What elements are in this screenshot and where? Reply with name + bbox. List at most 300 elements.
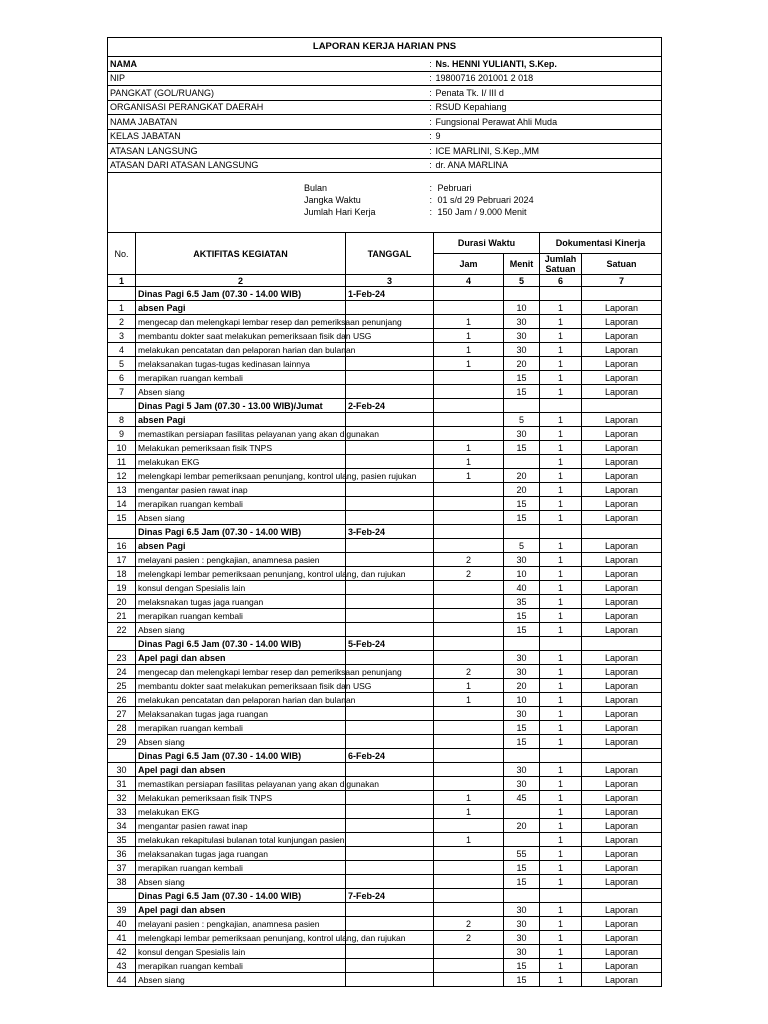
hours-cell — [434, 385, 504, 399]
date-cell — [346, 413, 434, 427]
minutes-cell: 30 — [504, 945, 540, 959]
hours-cell — [434, 819, 504, 833]
activity-row — [108, 777, 662, 791]
column-number-row — [108, 275, 662, 287]
info-value: 19800716 201001 2 018 — [434, 71, 662, 86]
activity-row — [108, 329, 662, 343]
hours-cell — [434, 525, 504, 539]
header-hours: Jam — [434, 254, 504, 275]
unit-cell: Laporan — [582, 315, 662, 329]
qty-cell: 1 — [540, 735, 582, 749]
activity-row — [108, 721, 662, 735]
date-cell: 1-Feb-24 — [346, 287, 434, 301]
no-cell: 9 — [108, 427, 136, 441]
unit-cell — [582, 287, 662, 301]
no-cell: 41 — [108, 931, 136, 945]
unit-cell: Laporan — [582, 861, 662, 875]
activity-cell: Absen siang — [136, 973, 346, 987]
period-value: Pebruari — [437, 183, 472, 193]
minutes-cell: 10 — [504, 567, 540, 581]
activity-cell: melakukan EKG — [136, 455, 346, 469]
activity-cell: Absen siang — [136, 511, 346, 525]
hours-cell: 1 — [434, 679, 504, 693]
minutes-cell: 30 — [504, 777, 540, 791]
activity-cell: melengkapi lembar pemeriksaan penunjang, kontrol ulang, dan rujukan — [136, 931, 346, 945]
no-cell: 23 — [108, 651, 136, 665]
unit-cell — [582, 637, 662, 651]
period-label: Bulan — [304, 183, 328, 193]
header-activity: AKTIFITAS KEGIATAN — [136, 233, 346, 275]
report-body — [108, 38, 662, 987]
hours-cell — [434, 413, 504, 427]
period-value: 150 Jam / 9.000 Menit — [437, 207, 527, 217]
title-row — [108, 38, 662, 57]
no-cell — [108, 525, 136, 539]
hours-cell — [434, 721, 504, 735]
day-header-row — [108, 287, 662, 301]
minutes-cell: 15 — [504, 721, 540, 735]
info-row — [108, 71, 662, 86]
hours-cell: 1 — [434, 455, 504, 469]
unit-cell: Laporan — [582, 609, 662, 623]
activity-cell: konsul dengan Spesialis lain — [136, 581, 346, 595]
minutes-cell: 15 — [504, 875, 540, 889]
hours-cell: 2 — [434, 917, 504, 931]
activity-row — [108, 511, 662, 525]
info-row — [108, 100, 662, 115]
header-minutes: Menit — [504, 254, 540, 275]
unit-cell: Laporan — [582, 441, 662, 455]
no-cell: 30 — [108, 763, 136, 777]
date-cell — [346, 385, 434, 399]
minutes-cell: 35 — [504, 595, 540, 609]
activity-row — [108, 735, 662, 749]
unit-cell: Laporan — [582, 847, 662, 861]
qty-cell: 1 — [540, 679, 582, 693]
header-date: TANGGAL — [346, 233, 434, 275]
qty-cell: 1 — [540, 945, 582, 959]
activity-cell: membantu dokter saat melakukan pemeriksaan fisik dan USG — [136, 679, 346, 693]
unit-cell: Laporan — [582, 413, 662, 427]
activity-cell: melaksanakan tugas jaga ruangan — [136, 847, 346, 861]
info-colon: : — [428, 158, 434, 173]
qty-cell: 1 — [540, 385, 582, 399]
info-colon: : — [428, 144, 434, 159]
unit-cell: Laporan — [582, 973, 662, 987]
info-colon: : — [428, 129, 434, 144]
minutes-cell: 30 — [504, 903, 540, 917]
hours-cell — [434, 609, 504, 623]
activity-row — [108, 413, 662, 427]
date-cell: 5-Feb-24 — [346, 637, 434, 651]
hours-cell: 1 — [434, 343, 504, 357]
info-value: 9 — [434, 129, 662, 144]
info-row — [108, 158, 662, 173]
activity-cell: absen Pagi — [136, 413, 346, 427]
qty-cell: 1 — [540, 861, 582, 875]
hours-cell — [434, 399, 504, 413]
hours-cell — [434, 595, 504, 609]
minutes-cell: 30 — [504, 917, 540, 931]
hours-cell — [434, 581, 504, 595]
info-value: ICE MARLINI, S.Kep.,MM — [434, 144, 662, 159]
no-cell: 32 — [108, 791, 136, 805]
minutes-cell: 30 — [504, 427, 540, 441]
qty-cell: 1 — [540, 819, 582, 833]
no-cell: 4 — [108, 343, 136, 357]
unit-cell: Laporan — [582, 371, 662, 385]
no-cell: 28 — [108, 721, 136, 735]
info-value: Ns. HENNI YULIANTI, S.Kep. — [434, 57, 662, 72]
info-row — [108, 129, 662, 144]
date-cell — [346, 651, 434, 665]
activity-row — [108, 609, 662, 623]
hours-cell — [434, 623, 504, 637]
qty-cell: 1 — [540, 665, 582, 679]
info-colon: : — [428, 57, 434, 72]
unit-cell: Laporan — [582, 707, 662, 721]
minutes-cell: 20 — [504, 819, 540, 833]
hours-cell — [434, 889, 504, 903]
unit-cell: Laporan — [582, 329, 662, 343]
hours-cell: 1 — [434, 315, 504, 329]
no-cell — [108, 889, 136, 903]
unit-cell: Laporan — [582, 763, 662, 777]
qty-cell: 1 — [540, 343, 582, 357]
unit-cell: Laporan — [582, 805, 662, 819]
minutes-cell: 30 — [504, 553, 540, 567]
report-table — [107, 37, 662, 987]
unit-cell: Laporan — [582, 679, 662, 693]
no-cell: 22 — [108, 623, 136, 637]
info-label: PANGKAT (GOL/RUANG) — [108, 86, 428, 101]
activity-cell: Apel pagi dan absen — [136, 651, 346, 665]
activity-cell: mengantar pasien rawat inap — [136, 483, 346, 497]
period-labels — [108, 173, 428, 233]
date-cell: 7-Feb-24 — [346, 889, 434, 903]
no-cell: 15 — [108, 511, 136, 525]
column-number: 5 — [504, 275, 540, 287]
qty-cell: 1 — [540, 539, 582, 553]
hours-cell: 1 — [434, 805, 504, 819]
no-cell — [108, 637, 136, 651]
activity-row — [108, 581, 662, 595]
qty-cell: 1 — [540, 805, 582, 819]
info-value: dr. ANA MARLINA — [434, 158, 662, 173]
no-cell: 29 — [108, 735, 136, 749]
info-row — [108, 115, 662, 130]
period-label: Jumlah Hari Kerja — [304, 207, 376, 217]
no-cell: 24 — [108, 665, 136, 679]
date-cell — [346, 693, 434, 707]
activity-cell: melakukan EKG — [136, 805, 346, 819]
minutes-cell: 30 — [504, 707, 540, 721]
info-colon: : — [428, 115, 434, 130]
hours-cell — [434, 301, 504, 315]
date-cell — [346, 483, 434, 497]
no-cell: 20 — [108, 595, 136, 609]
activity-row — [108, 455, 662, 469]
qty-cell: 1 — [540, 973, 582, 987]
date-cell — [346, 959, 434, 973]
date-cell — [346, 791, 434, 805]
date-cell — [346, 511, 434, 525]
shift-label: Dinas Pagi 6.5 Jam (07.30 - 14.00 WIB) — [136, 889, 346, 903]
date-cell — [346, 539, 434, 553]
unit-cell: Laporan — [582, 567, 662, 581]
info-label: NAMA JABATAN — [108, 115, 428, 130]
shift-label: Dinas Pagi 6.5 Jam (07.30 - 14.00 WIB) — [136, 525, 346, 539]
day-header-row — [108, 525, 662, 539]
date-cell — [346, 595, 434, 609]
minutes-cell — [504, 287, 540, 301]
period-value: 01 s/d 29 Pebruari 2024 — [437, 195, 534, 205]
hours-cell — [434, 875, 504, 889]
unit-cell: Laporan — [582, 469, 662, 483]
activity-cell: absen Pagi — [136, 301, 346, 315]
info-label: ATASAN DARI ATASAN LANGSUNG — [108, 158, 428, 173]
unit-cell: Laporan — [582, 623, 662, 637]
no-cell: 1 — [108, 301, 136, 315]
activity-cell: merapikan ruangan kembali — [136, 861, 346, 875]
activity-row — [108, 469, 662, 483]
unit-cell: Laporan — [582, 581, 662, 595]
hours-cell — [434, 707, 504, 721]
minutes-cell: 5 — [504, 539, 540, 553]
qty-cell: 1 — [540, 357, 582, 371]
hours-cell: 1 — [434, 357, 504, 371]
hours-cell: 1 — [434, 833, 504, 847]
qty-cell: 1 — [540, 371, 582, 385]
header-duration: Durasi Waktu — [434, 233, 540, 254]
date-cell — [346, 875, 434, 889]
no-cell: 44 — [108, 973, 136, 987]
activity-row — [108, 861, 662, 875]
activity-row — [108, 553, 662, 567]
date-cell — [346, 581, 434, 595]
no-cell: 7 — [108, 385, 136, 399]
date-cell — [346, 973, 434, 987]
date-cell — [346, 721, 434, 735]
qty-cell: 1 — [540, 497, 582, 511]
date-cell — [346, 455, 434, 469]
activity-row — [108, 917, 662, 931]
minutes-cell — [504, 749, 540, 763]
activity-row — [108, 483, 662, 497]
unit-cell: Laporan — [582, 651, 662, 665]
minutes-cell: 30 — [504, 651, 540, 665]
date-cell — [346, 903, 434, 917]
date-cell — [346, 301, 434, 315]
no-cell: 3 — [108, 329, 136, 343]
minutes-cell: 55 — [504, 847, 540, 861]
column-number: 3 — [346, 275, 434, 287]
qty-cell: 1 — [540, 791, 582, 805]
qty-cell: 1 — [540, 581, 582, 595]
no-cell: 19 — [108, 581, 136, 595]
date-cell — [346, 819, 434, 833]
minutes-cell: 30 — [504, 665, 540, 679]
hours-cell — [434, 497, 504, 511]
activity-cell: melaksnakan tugas jaga ruangan — [136, 595, 346, 609]
minutes-cell: 15 — [504, 497, 540, 511]
hours-cell — [434, 511, 504, 525]
activity-cell: konsul dengan Spesialis lain — [136, 945, 346, 959]
activity-cell: absen Pagi — [136, 539, 346, 553]
activity-row — [108, 805, 662, 819]
no-cell: 14 — [108, 497, 136, 511]
minutes-cell: 20 — [504, 469, 540, 483]
activity-cell: merapikan ruangan kembali — [136, 497, 346, 511]
minutes-cell — [504, 833, 540, 847]
qty-cell — [540, 889, 582, 903]
info-value: Fungsional Perawat Ahli Muda — [434, 115, 662, 130]
activity-row — [108, 385, 662, 399]
date-cell: 6-Feb-24 — [346, 749, 434, 763]
info-label: ATASAN LANGSUNG — [108, 144, 428, 159]
column-number: 6 — [540, 275, 582, 287]
qty-cell: 1 — [540, 623, 582, 637]
qty-cell: 1 — [540, 917, 582, 931]
activity-cell: melakukan rekapitulasi bulanan total kunjungan pasien — [136, 833, 346, 847]
activity-cell: mengecap dan melengkapi lembar resep dan pemeriksaan penunjang — [136, 315, 346, 329]
date-cell — [346, 735, 434, 749]
minutes-cell: 15 — [504, 371, 540, 385]
activity-cell: Melakukan pemeriksaan fisik TNPS — [136, 441, 346, 455]
activity-cell: melayani pasien : pengkajian, anamnesa pasien — [136, 553, 346, 567]
no-cell: 31 — [108, 777, 136, 791]
qty-cell: 1 — [540, 833, 582, 847]
qty-cell: 1 — [540, 329, 582, 343]
qty-cell: 1 — [540, 609, 582, 623]
header-qty: Jumlah Satuan — [540, 254, 582, 275]
no-cell: 43 — [108, 959, 136, 973]
hours-cell: 1 — [434, 791, 504, 805]
minutes-cell: 20 — [504, 357, 540, 371]
activity-row — [108, 791, 662, 805]
qty-cell: 1 — [540, 427, 582, 441]
qty-cell: 1 — [540, 301, 582, 315]
shift-label: Dinas Pagi 6.5 Jam (07.30 - 14.00 WIB) — [136, 749, 346, 763]
activity-row — [108, 819, 662, 833]
no-cell: 6 — [108, 371, 136, 385]
unit-cell: Laporan — [582, 455, 662, 469]
header-unit: Satuan — [582, 254, 662, 275]
info-value: Penata Tk. I/ III d — [434, 86, 662, 101]
minutes-cell: 30 — [504, 931, 540, 945]
no-cell: 42 — [108, 945, 136, 959]
unit-cell: Laporan — [582, 917, 662, 931]
minutes-cell: 15 — [504, 735, 540, 749]
activity-row — [108, 567, 662, 581]
day-header-row — [108, 637, 662, 651]
minutes-cell: 10 — [504, 693, 540, 707]
hours-cell — [434, 483, 504, 497]
unit-cell: Laporan — [582, 903, 662, 917]
column-number: 7 — [582, 275, 662, 287]
activity-row — [108, 707, 662, 721]
report-title: LAPORAN KERJA HARIAN PNS — [108, 38, 662, 57]
date-cell — [346, 861, 434, 875]
info-label: KELAS JABATAN — [108, 129, 428, 144]
date-cell — [346, 371, 434, 385]
activity-cell: Apel pagi dan absen — [136, 903, 346, 917]
unit-cell: Laporan — [582, 735, 662, 749]
day-header-row — [108, 749, 662, 763]
date-cell — [346, 623, 434, 637]
hours-cell — [434, 427, 504, 441]
minutes-cell: 15 — [504, 511, 540, 525]
shift-label: Dinas Pagi 5 Jam (07.30 - 13.00 WIB)/Jumat — [136, 399, 346, 413]
hours-cell — [434, 539, 504, 553]
qty-cell — [540, 749, 582, 763]
no-cell: 38 — [108, 875, 136, 889]
no-cell: 10 — [108, 441, 136, 455]
day-header-row — [108, 399, 662, 413]
unit-cell — [582, 399, 662, 413]
no-cell: 11 — [108, 455, 136, 469]
unit-cell: Laporan — [582, 693, 662, 707]
minutes-cell: 20 — [504, 483, 540, 497]
hours-cell — [434, 637, 504, 651]
unit-cell: Laporan — [582, 385, 662, 399]
hours-cell — [434, 861, 504, 875]
activity-cell: Absen siang — [136, 735, 346, 749]
hours-cell — [434, 735, 504, 749]
qty-cell — [540, 637, 582, 651]
unit-cell: Laporan — [582, 931, 662, 945]
info-row — [108, 57, 662, 72]
shift-label: Dinas Pagi 6.5 Jam (07.30 - 14.00 WIB) — [136, 637, 346, 651]
activity-cell: melengkapi lembar pemeriksaan penunjang, kontrol ulang, dan rujukan — [136, 567, 346, 581]
activity-row — [108, 833, 662, 847]
qty-cell: 1 — [540, 511, 582, 525]
column-number: 4 — [434, 275, 504, 287]
minutes-cell: 30 — [504, 329, 540, 343]
hours-cell — [434, 903, 504, 917]
activity-cell: Melakukan pemeriksaan fisik TNPS — [136, 791, 346, 805]
activity-cell: merapikan ruangan kembali — [136, 959, 346, 973]
hours-cell — [434, 945, 504, 959]
activity-cell: melengkapi lembar pemeriksaan penunjang, kontrol ulang, pasien rujukan — [136, 469, 346, 483]
minutes-cell — [504, 889, 540, 903]
minutes-cell: 30 — [504, 343, 540, 357]
activity-cell: melakukan pencatatan dan pelaporan harian dan bulanan — [136, 343, 346, 357]
no-cell: 39 — [108, 903, 136, 917]
qty-cell: 1 — [540, 693, 582, 707]
period-colons: : : : — [428, 173, 434, 233]
qty-cell: 1 — [540, 567, 582, 581]
minutes-cell — [504, 805, 540, 819]
hours-cell: 1 — [434, 693, 504, 707]
minutes-cell: 15 — [504, 441, 540, 455]
minutes-cell: 10 — [504, 301, 540, 315]
hours-cell: 2 — [434, 553, 504, 567]
no-cell — [108, 399, 136, 413]
column-number: 2 — [136, 275, 346, 287]
unit-cell: Laporan — [582, 959, 662, 973]
minutes-cell: 15 — [504, 959, 540, 973]
no-cell: 12 — [108, 469, 136, 483]
hours-cell: 2 — [434, 665, 504, 679]
hours-cell: 1 — [434, 441, 504, 455]
info-label: NAMA — [108, 57, 428, 72]
activity-row — [108, 623, 662, 637]
activity-cell: mengantar pasien rawat inap — [136, 819, 346, 833]
info-row — [108, 144, 662, 159]
period-values — [434, 173, 662, 233]
hours-cell — [434, 763, 504, 777]
